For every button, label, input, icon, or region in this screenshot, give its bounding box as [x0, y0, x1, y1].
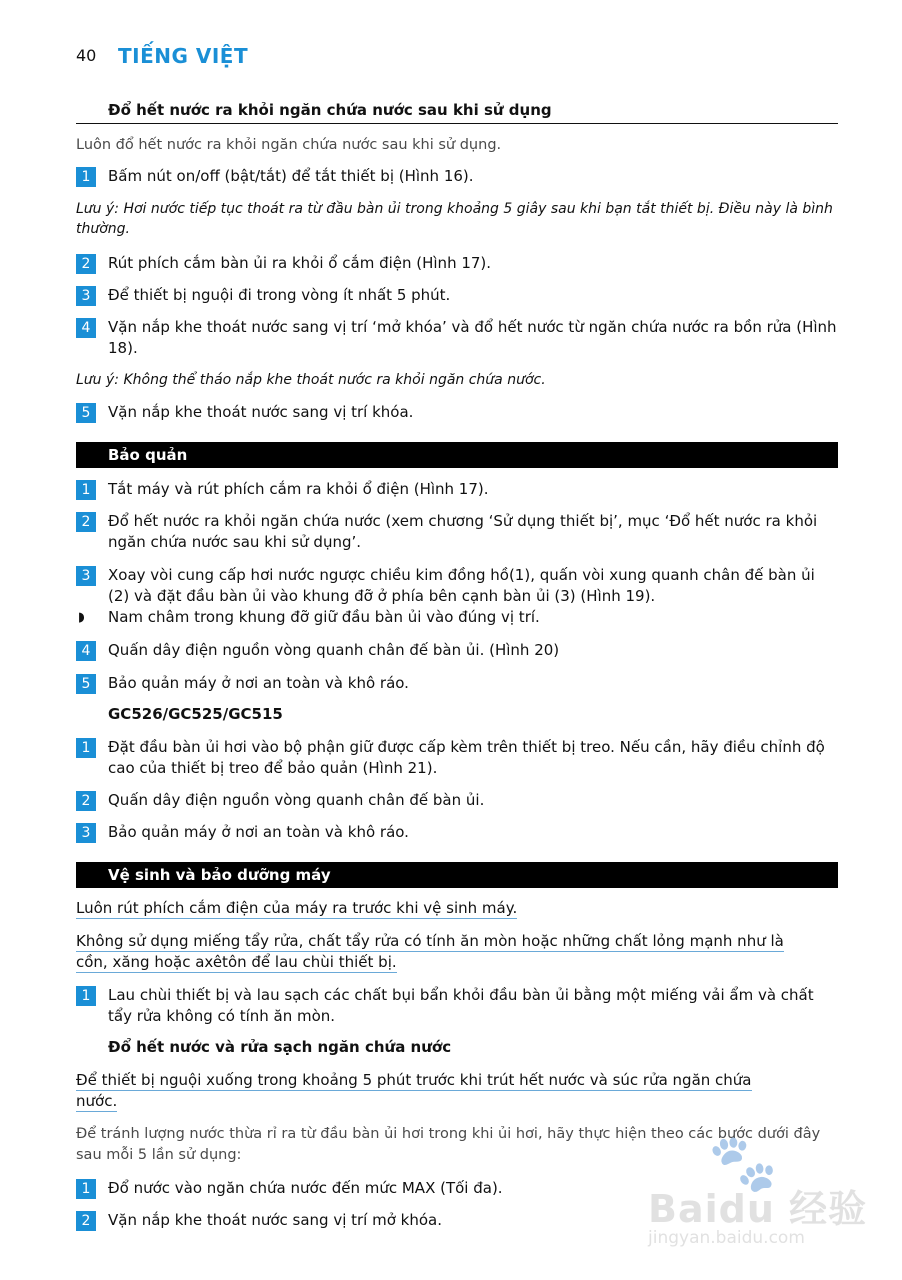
step-number-badge: 4 [76, 641, 96, 661]
step-text: Xoay vòi cung cấp hơi nước ngược chiều kim đồng hồ(1), quấn vòi xung quanh chân đế bàn ủi (2) và đặt đầu bàn ủi vào khung đỡ ở phía bên cạnh bàn ủi (3) (Hình 19). [108, 566, 815, 605]
note-text: Lưu ý: Không thể tháo nắp khe thoát nước ra khỏi ngăn chứa nước. [76, 372, 546, 388]
step-text: Bảo quản máy ở nơi an toàn và khô ráo. [108, 674, 409, 692]
step-number-badge: 1 [76, 738, 96, 758]
warning-no-abrasives [76, 931, 838, 973]
step-text: Để thiết bị nguội đi trong vòng ít nhất 5 phút. [108, 286, 451, 304]
watermark-url: jingyan.baidu.com [648, 1228, 805, 1248]
bullet-arrow-icon: ◗ [78, 610, 85, 625]
clean-step-1 [76, 985, 838, 1027]
step-text: Vặn nắp khe thoát nước sang vị trí mở khóa. [108, 1211, 443, 1229]
model-step-1 [76, 737, 838, 779]
step-number-badge: 1 [76, 167, 96, 187]
bullet-text: Nam châm trong khung đỡ giữ đầu bàn ủi vào đúng vị trí. [108, 608, 540, 626]
model-step-3 [76, 822, 838, 843]
step-text: Bảo quản máy ở nơi an toàn và khô ráo. [108, 823, 409, 841]
warning-text-line: cồn, xăng hoặc axêtôn để lau chùi thiết bị. [76, 953, 397, 971]
step-number-badge: 2 [76, 254, 96, 274]
step-number-badge: 3 [76, 566, 96, 586]
watermark-brand: Baidu 经验 [648, 1187, 868, 1231]
step-number-badge: 3 [76, 286, 96, 306]
step-text: Đổ nước vào ngăn chứa nước đến mức MAX (Tối đa). [108, 1179, 503, 1197]
step-1 [76, 166, 838, 187]
model-step-2 [76, 790, 838, 811]
section-bar-storage [76, 442, 838, 468]
step-number-badge: 4 [76, 318, 96, 338]
step-number-badge: 1 [76, 986, 96, 1006]
step-1 [76, 479, 838, 500]
intro-text: Luôn đổ hết nước ra khỏi ngăn chứa nước sau khi sử dụng. [76, 137, 502, 153]
page-number: 40 [76, 46, 97, 65]
section-heading-empty-water: Đổ hết nước ra khỏi ngăn chứa nước sau khi sử dụng [108, 101, 552, 119]
paw-icon: 🐾 [708, 1131, 778, 1196]
step-text: Vặn nắp khe thoát nước sang vị trí ‘mở khóa’ và đổ hết nước từ ngăn chứa nước ra bồn rửa (Hình 18). [108, 318, 837, 357]
step-4 [76, 640, 838, 661]
step-number-badge: 3 [76, 823, 96, 843]
step-text: Vặn nắp khe thoát nước sang vị trí khóa. [108, 403, 414, 421]
language-heading: TIẾNG VIỆT [118, 44, 249, 68]
step-number-badge: 2 [76, 512, 96, 532]
step-number-badge: 1 [76, 480, 96, 500]
step-number-badge: 2 [76, 791, 96, 811]
warning-text-line: Không sử dụng miếng tẩy rửa, chất tẩy rửa có tính ăn mòn hoặc những chất lỏng mạnh như là [76, 932, 784, 950]
model-heading: GC526/GC525/GC515 [108, 705, 283, 723]
step-text: Tắt máy và rút phích cắm ra khỏi ổ điện (Hình 17). [108, 480, 489, 498]
step-3 [76, 565, 838, 607]
step-number-badge: 1 [76, 1179, 96, 1199]
step-number-badge: 5 [76, 403, 96, 423]
step-5 [76, 673, 838, 694]
warning-unplug [76, 898, 838, 919]
section-bar-cleaning [76, 862, 838, 888]
step-5 [76, 402, 838, 423]
watermark [618, 1130, 868, 1280]
step-2 [76, 253, 838, 274]
step-number-badge: 2 [76, 1211, 96, 1231]
step-4 [76, 317, 838, 359]
step-3 [76, 285, 838, 306]
warning-text-line: nước. [76, 1092, 118, 1110]
warning-cool-down [76, 1070, 838, 1112]
warning-text: Luôn rút phích cắm điện của máy ra trước khi vệ sinh máy. [76, 899, 518, 917]
section-bar-title: Bảo quản [108, 446, 188, 464]
step-text: Đặt đầu bàn ủi hơi vào bộ phận giữ được cấp kèm trên thiết bị treo. Nếu cần, hãy điều chỉnh độ cao của thiết bị treo để bảo quản (Hình 21). [108, 738, 825, 777]
subsection-heading: Đổ hết nước và rửa sạch ngăn chứa nước [108, 1038, 452, 1056]
section-rule [76, 123, 838, 124]
step-text: Lau chùi thiết bị và lau sạch các chất bụi bẩn khỏi đầu bàn ủi bằng một miếng vải ẩm và chất tẩy rửa không có tính ăn mòn. [108, 986, 814, 1025]
step-text: Quấn dây điện nguồn vòng quanh chân đế bàn ủi. [108, 791, 485, 809]
step-text: Đổ hết nước ra khỏi ngăn chứa nước (xem chương ‘Sử dụng thiết bị’, mục ‘Đổ hết nước ra khỏi ngăn chứa nước sau khi sử dụng’. [108, 512, 818, 551]
intro-text: Để tránh lượng nước thừa rỉ ra từ đầu bàn ủi hơi trong khi ủi hơi, hãy thực hiện theo các bước dưới đây sau mỗi 5 lần sử dụng: [76, 1126, 821, 1163]
bullet-item [76, 607, 838, 628]
step-text: Rút phích cắm bàn ủi ra khỏi ổ cắm điện (Hình 17). [108, 254, 492, 272]
section-bar-title: Vệ sinh và bảo dưỡng máy [108, 866, 331, 884]
warning-text-line: Để thiết bị nguội xuống trong khoảng 5 phút trước khi trút hết nước và súc rửa ngăn chứa [76, 1071, 752, 1089]
step-number-badge: 5 [76, 674, 96, 694]
step-text: Bấm nút on/off (bật/tắt) để tắt thiết bị (Hình 16). [108, 167, 474, 185]
note-text: Lưu ý: Hơi nước tiếp tục thoát ra từ đầu bàn ủi trong khoảng 5 giây sau khi bạn tắt thiết bị. Điều này là bình thường. [76, 201, 833, 237]
step-2 [76, 511, 838, 553]
step-text: Quấn dây điện nguồn vòng quanh chân đế bàn ủi. (Hình 20) [108, 641, 560, 659]
